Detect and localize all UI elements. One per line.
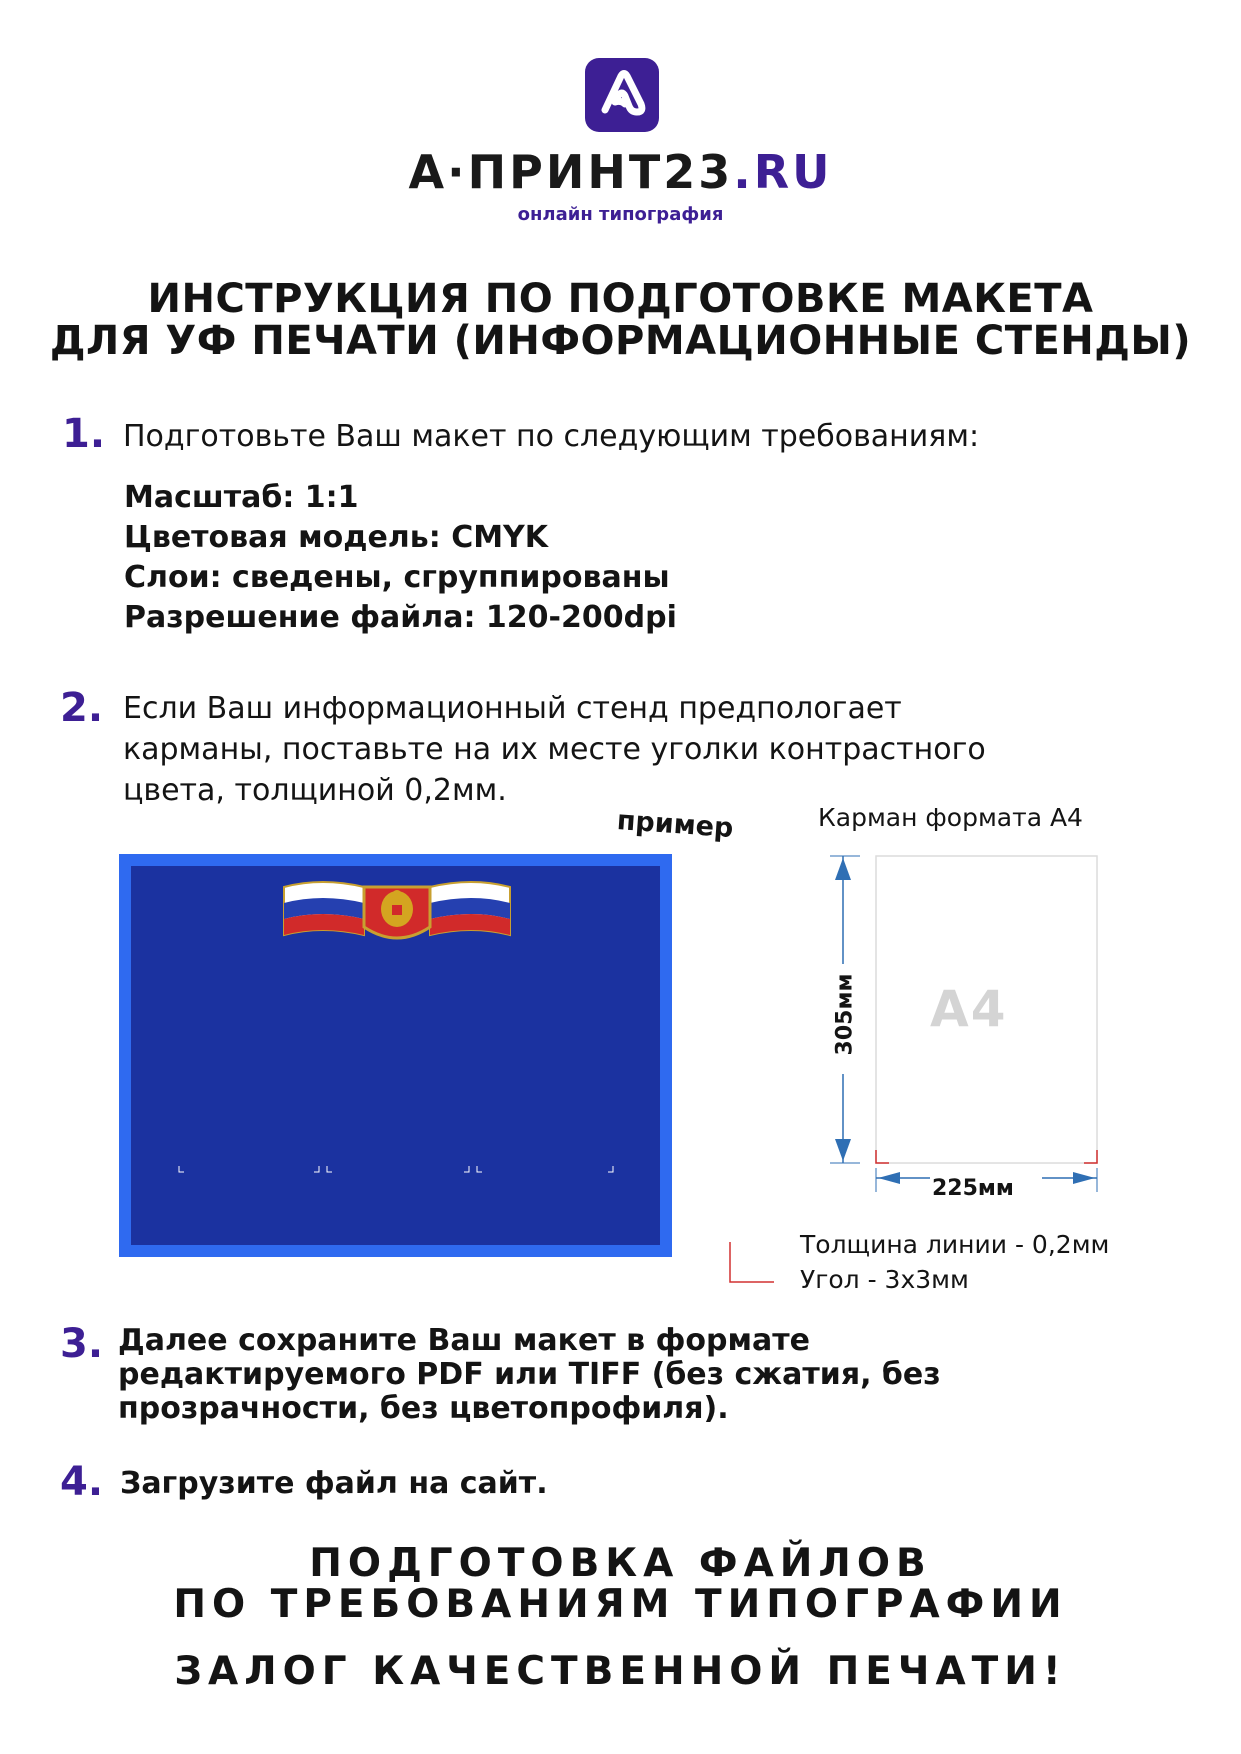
stand-corner-marks bbox=[119, 854, 672, 1257]
spec-color-model: Цветовая модель: CMYK bbox=[124, 520, 549, 555]
step-3-line-3: прозрачности, без цветопрофиля). bbox=[118, 1391, 729, 1426]
spec-layers: Слои: сведены, сгруппированы bbox=[124, 560, 670, 595]
legend-corner-size: Угол - 3х3мм bbox=[800, 1265, 969, 1294]
pocket-title: Карман формата А4 bbox=[818, 803, 1083, 832]
title-line-2: ДЛЯ УФ ПЕЧАТИ (ИНФОРМАЦИОННЫЕ СТЕНДЫ) bbox=[49, 318, 1192, 364]
pocket-width-label: 225мм bbox=[932, 1176, 1014, 1201]
logo-icon bbox=[585, 58, 659, 132]
corner-legend-icon bbox=[726, 1238, 776, 1288]
step-4-text: Загрузите файл на сайт. bbox=[120, 1466, 548, 1501]
logo-subtitle: онлайн типография bbox=[517, 204, 724, 225]
step-2-text bbox=[123, 688, 986, 811]
title-line-1: ИНСТРУКЦИЯ ПО ПОДГОТОВКЕ МАКЕТА bbox=[147, 276, 1094, 322]
step-1-number: 1. bbox=[62, 411, 106, 457]
footer-line-1: ПОДГОТОВКА ФАЙЛОВ bbox=[309, 1541, 932, 1586]
step-3-text bbox=[118, 1324, 941, 1426]
page-title bbox=[0, 278, 1241, 362]
logo-tld: .RU bbox=[733, 145, 833, 199]
step-3-number: 3. bbox=[60, 1321, 104, 1367]
footer-line-2: ПО ТРЕБОВАНИЯМ ТИПОГРАФИИ bbox=[173, 1582, 1068, 1627]
spec-scale: Масштаб: 1:1 bbox=[124, 480, 359, 515]
logo-wordmark bbox=[0, 146, 1241, 198]
step-3-line-1: Далее сохраните Ваш макет в формате bbox=[118, 1323, 810, 1358]
spec-resolution: Разрешение файла: 120-200dpi bbox=[124, 600, 677, 635]
legend-line-thickness: Толщина линии - 0,2мм bbox=[800, 1230, 1110, 1259]
pocket-height-label: 305мм bbox=[832, 973, 858, 1056]
step-2-number: 2. bbox=[60, 685, 104, 731]
example-label: пример bbox=[615, 805, 735, 845]
step-4-number: 4. bbox=[60, 1459, 104, 1505]
logo-brand: А·ПРИНТ23 bbox=[408, 145, 734, 199]
step-2-line-2: карманы, поставьте на их месте уголки контрастного bbox=[123, 732, 986, 767]
step-2-line-3: цвета, толщиной 0,2мм. bbox=[123, 773, 507, 808]
step-3-line-2: редактируемого PDF или TIFF (без сжатия, без bbox=[118, 1357, 941, 1392]
pocket-format-label: А4 bbox=[930, 980, 1008, 1038]
step-2-line-1: Если Ваш информационный стенд предпологает bbox=[123, 691, 902, 726]
step-1-text: Подготовьте Ваш макет по следующим требованиям: bbox=[123, 419, 980, 454]
footer-line-3: ЗАЛОГ КАЧЕСТВЕННОЙ ПЕЧАТИ! bbox=[174, 1649, 1067, 1694]
